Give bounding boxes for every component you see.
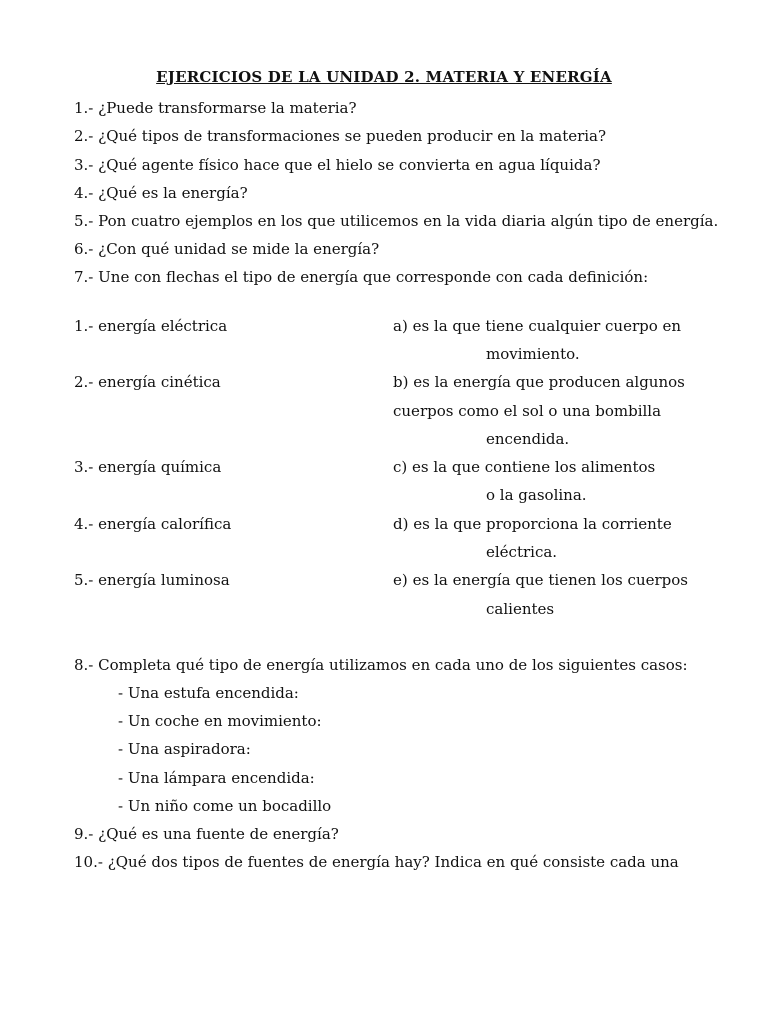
definition-d-line2: eléctrica. xyxy=(486,543,558,561)
definition-d-line1: d) es la que proporciona la corriente xyxy=(393,515,672,533)
energy-type-calorifica: 4.- energía calorífica xyxy=(74,515,232,533)
question-4: 4.- ¿Qué es la energía? xyxy=(74,184,248,202)
definition-b-line3: encendida. xyxy=(486,430,570,448)
energy-type-luminosa: 5.- energía luminosa xyxy=(74,571,230,589)
question-10: 10.- ¿Qué dos tipos de fuentes de energía hay? Indica en qué consiste cada una xyxy=(74,853,679,871)
q8-item-estufa: - Una estufa encendida: xyxy=(118,684,299,702)
q8-item-aspiradora: - Una aspiradora: xyxy=(118,740,251,758)
definition-e-line1: e) es la energía que tienen los cuerpos xyxy=(393,571,688,589)
definition-b-line2: cuerpos como el sol o una bombilla xyxy=(393,402,662,420)
energy-type-electrica: 1.- energía eléctrica xyxy=(74,317,228,335)
question-9: 9.- ¿Qué es una fuente de energía? xyxy=(74,825,339,843)
q8-item-coche: - Un coche en movimiento: xyxy=(118,712,322,730)
energy-type-cinetica: 2.- energía cinética xyxy=(74,373,221,391)
definition-a-line1: a) es la que tiene cualquier cuerpo en xyxy=(393,317,682,335)
definition-a-line2: movimiento. xyxy=(486,345,580,363)
q8-item-lampara: - Una lámpara encendida: xyxy=(118,769,315,787)
page-title: EJERCICIOS DE LA UNIDAD 2. MATERIA Y ENERGÍA xyxy=(156,68,612,86)
definition-b-line1: b) es la energía que producen algunos xyxy=(393,373,685,391)
definition-c-line2: o la gasolina. xyxy=(486,486,587,504)
question-5: 5.- Pon cuatro ejemplos en los que utilicemos en la vida diaria algún tipo de energía. xyxy=(74,212,719,230)
question-2: 2.- ¿Qué tipos de transformaciones se pueden producir en la materia? xyxy=(74,127,607,145)
definition-c-line1: c) es la que contiene los alimentos xyxy=(393,458,656,476)
question-8: 8.- Completa qué tipo de energía utilizamos en cada uno de los siguientes casos: xyxy=(74,656,688,674)
question-7: 7.- Une con flechas el tipo de energía que corresponde con cada definición: xyxy=(74,268,649,286)
energy-type-quimica: 3.- energía química xyxy=(74,458,222,476)
question-1: 1.- ¿Puede transformarse la materia? xyxy=(74,99,357,117)
q8-item-bocadillo: - Un niño come un bocadillo xyxy=(118,797,332,815)
definition-e-line2: calientes xyxy=(486,600,555,618)
question-6: 6.- ¿Con qué unidad se mide la energía? xyxy=(74,240,380,258)
question-3: 3.- ¿Qué agente físico hace que el hielo se convierta en agua líquida? xyxy=(74,156,601,174)
